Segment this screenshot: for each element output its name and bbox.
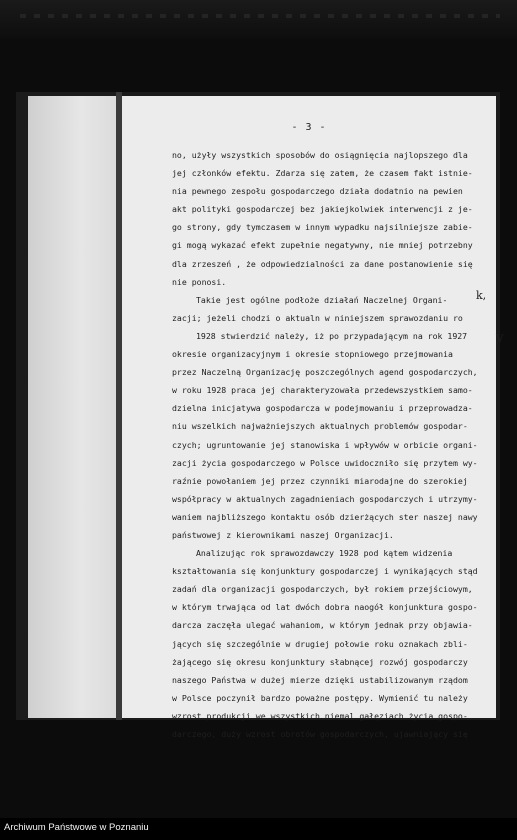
- text-line: gi mogą wykazać efekt zupełnie negatywny, nie mniej potrzebny: [172, 240, 473, 251]
- text-line: raźnie powołaniem jej przez czynniki miarodajne do szerokiej: [172, 475, 468, 486]
- margin-annotation: V: [496, 334, 504, 345]
- text-line: wzrost produkcji we wszystkich niemal gałęziach życia gospo-: [172, 710, 468, 721]
- text-line: 1928 stwierdzić należy, iż po przypadającym na rok 1927: [196, 330, 468, 341]
- text-line: zadań dla organizacji gospodarczych, był rokiem przejściowym,: [172, 584, 473, 595]
- left-page-edge: [28, 96, 116, 718]
- text-line: nia pewnego zespołu gospodarczego działa dodatnio na pewien: [172, 186, 463, 197]
- text-line: go strony, gdy tymczasem w innym wypadku najsilniejsze zabie-: [172, 222, 473, 233]
- text-line: czych; ugruntowanie jej stanowiska i wpływów w orbicie organi-: [172, 439, 478, 450]
- text-line: dla zrzeszeń , że odpowiedzialności za dane postanowienie się: [172, 258, 473, 269]
- body-text: [172, 146, 482, 743]
- text-line: zacji życia gospodarczego w Polsce uwidoczniło się przytem wy-: [172, 457, 478, 468]
- text-line: państwowej z kierownikami naszej Organizacji.: [172, 529, 394, 540]
- text-line: współpracy w aktualnych zagadnieniach gospodarczych i utrzymy-: [172, 493, 478, 504]
- text-line: jących się szczególnie w drugiej połowie roku oznakach zbli-: [172, 638, 468, 649]
- text-line: żającego się okresu konjunktury słabnącej rozwój gospodarczy: [172, 656, 468, 667]
- text-line: nie ponosi.: [172, 276, 227, 287]
- text-line: waniem najbliższego kontaktu osób dzierżących ster naszej nawy: [172, 511, 478, 522]
- text-line: w roku 1928 praca jej charakteryzowała przedewszystkiem samo-: [172, 385, 473, 396]
- margin-annotation: k,: [476, 289, 487, 302]
- page-number: - 3 -: [291, 122, 327, 133]
- text-line: niu wszelkich najważniejszych aktualnych problemów gospodar-: [172, 421, 468, 432]
- text-line: no, użyły wszystkich sposobów do osiągnięcia najlopszego dla: [172, 150, 468, 160]
- text-line: darcza zaczęła ulegać wahaniom, w którym jednak przy objawia-: [172, 620, 473, 631]
- text-line: dzielna inicjatywa gospodarcza w podejmowaniu i przeprowadza-: [172, 403, 473, 414]
- document-page: [122, 96, 504, 739]
- text-line: darczego, duży wzrost obrotów gospodarczych, ujawniający się: [172, 729, 468, 739]
- text-line: akt polityki gospodarczej bez jakiejkolwiek interwencji z je-: [172, 204, 473, 215]
- scanner-top-strip: [0, 0, 517, 38]
- text-line: Takie jest ogólne podłoże działań Naczelnej Organi-: [196, 294, 448, 305]
- text-line: przez Naczelną Organizację poszczególnych agend gospodarczych,: [172, 367, 478, 378]
- text-line: w Polsce poczynił bardzo poważne postępy. Wymienić tu należy: [172, 692, 468, 703]
- text-line: okresie organizacyjnym i okresie stopniowego przejmowania: [172, 349, 453, 360]
- text-line: kształtowania się konjunktury gospodarczej i wynikających stąd: [172, 566, 478, 577]
- archive-label: Archiwum Państwowe w Poznaniu: [4, 822, 149, 833]
- footer-bar: [0, 818, 517, 840]
- text-line: zacji; jeżeli chodzi o aktualn w niniejszem sprawozdaniu ro: [172, 312, 463, 323]
- scanner-perforation: [20, 14, 500, 18]
- text-line: w którym trwająca od lat dwóch dobra naogół konjunktura gospo-: [172, 602, 478, 613]
- text-line: Analizując rok sprawozdawczy 1928 pod kątem widzenia: [196, 548, 453, 559]
- text-line: naszego Państwa w dużej mierze dzięki ustabilizowanym rządom: [172, 674, 468, 685]
- text-line: jej członków efektu. Zdarza się zatem, że czasem fakt istnie-: [172, 168, 473, 179]
